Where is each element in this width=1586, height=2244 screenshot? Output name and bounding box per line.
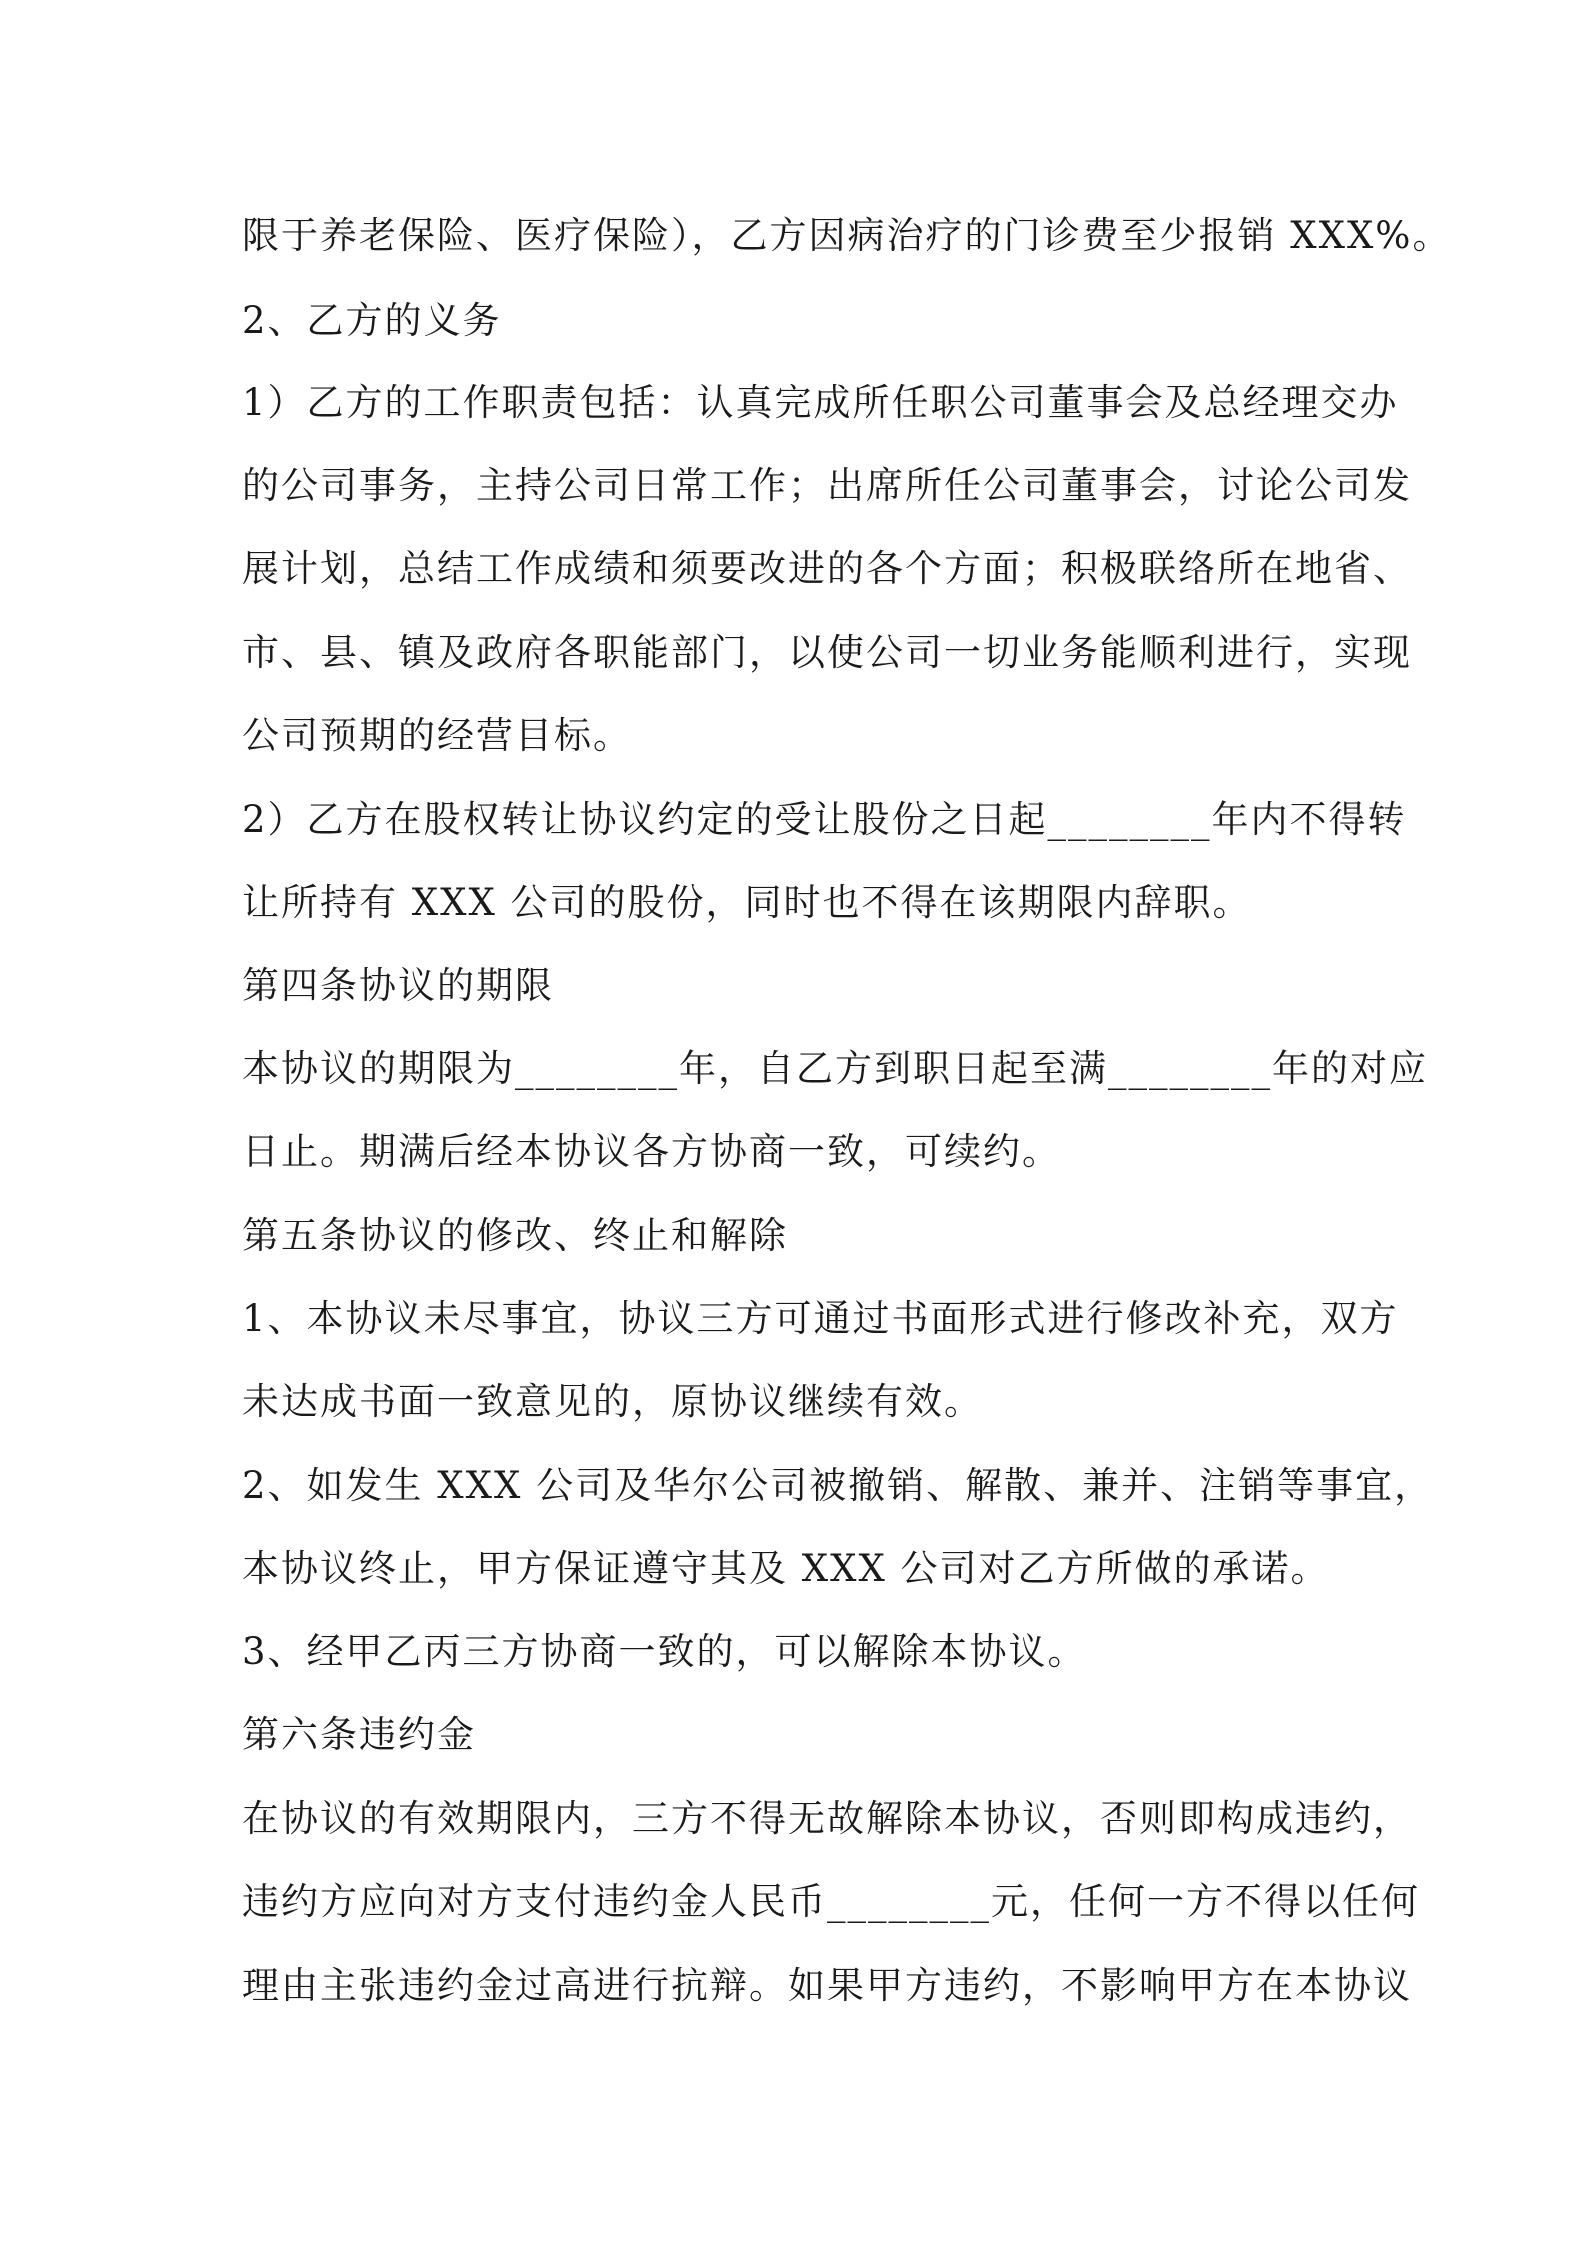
text-line: 限于养老保险、医疗保险），乙方因病治疗的门诊费至少报销 XXX%。 [242,214,1452,257]
article-heading: 第五条协议的修改、终止和解除 [242,1214,788,1257]
section-heading: 2、乙方的义务 [242,299,502,342]
text-line: 本协议终止，甲方保证遵守其及 XXX 公司对乙方所做的承诺。 [242,1547,1330,1590]
text-line: 在协议的有效期限内，三方不得无故解除本协议，否则即构成违约， [242,1797,1412,1840]
article-heading: 第四条协议的期限 [242,964,554,1007]
text-line: 2、如发生 XXX 公司及华尔公司被撤销、解散、兼并、注销等事宜， [242,1464,1434,1507]
text-line: 市、县、镇及政府各职能部门，以使公司一切业务能顺利进行，实现 [242,631,1412,674]
text-line-with-blank: 本协议的期限为________年，自乙方到职日起至满________年的对应 [242,1047,1428,1090]
text-line-with-blank: 2）乙方在股权转让协议约定的受让股份之日起________年内不得转 [242,798,1407,841]
text-line: 理由主张违约金过高进行抗辩。如果甲方违约，不影响甲方在本协议 [242,1964,1412,2007]
text-line: 展计划，总结工作成绩和须要改进的各个方面；积极联络所在地省、 [242,547,1412,590]
text-line: 日止。期满后经本协议各方协商一致，可续约。 [242,1130,1061,1173]
text-line: 未达成书面一致意见的，原协议继续有效。 [242,1380,983,1423]
text-line: 3、经甲乙丙三方协商一致的，可以解除本协议。 [242,1630,1087,1673]
text-line: 1）乙方的工作职责包括：认真完成所任职公司董事会及总经理交办 [242,381,1399,424]
text-line: 1、本协议未尽事宜，协议三方可通过书面形式进行修改补充，双方 [242,1297,1399,1340]
text-line-with-blank: 违约方应向对方支付违约金人民币________元，任何一方不得以任何 [242,1880,1420,1923]
article-heading: 第六条违约金 [242,1713,476,1756]
text-line: 公司预期的经营目标。 [242,714,632,757]
text-line: 的公司事务，主持公司日常工作；出席所任公司董事会，讨论公司发 [242,464,1412,507]
text-line: 让所持有 XXX 公司的股份，同时也不得在该期限内辞职。 [242,881,1252,924]
